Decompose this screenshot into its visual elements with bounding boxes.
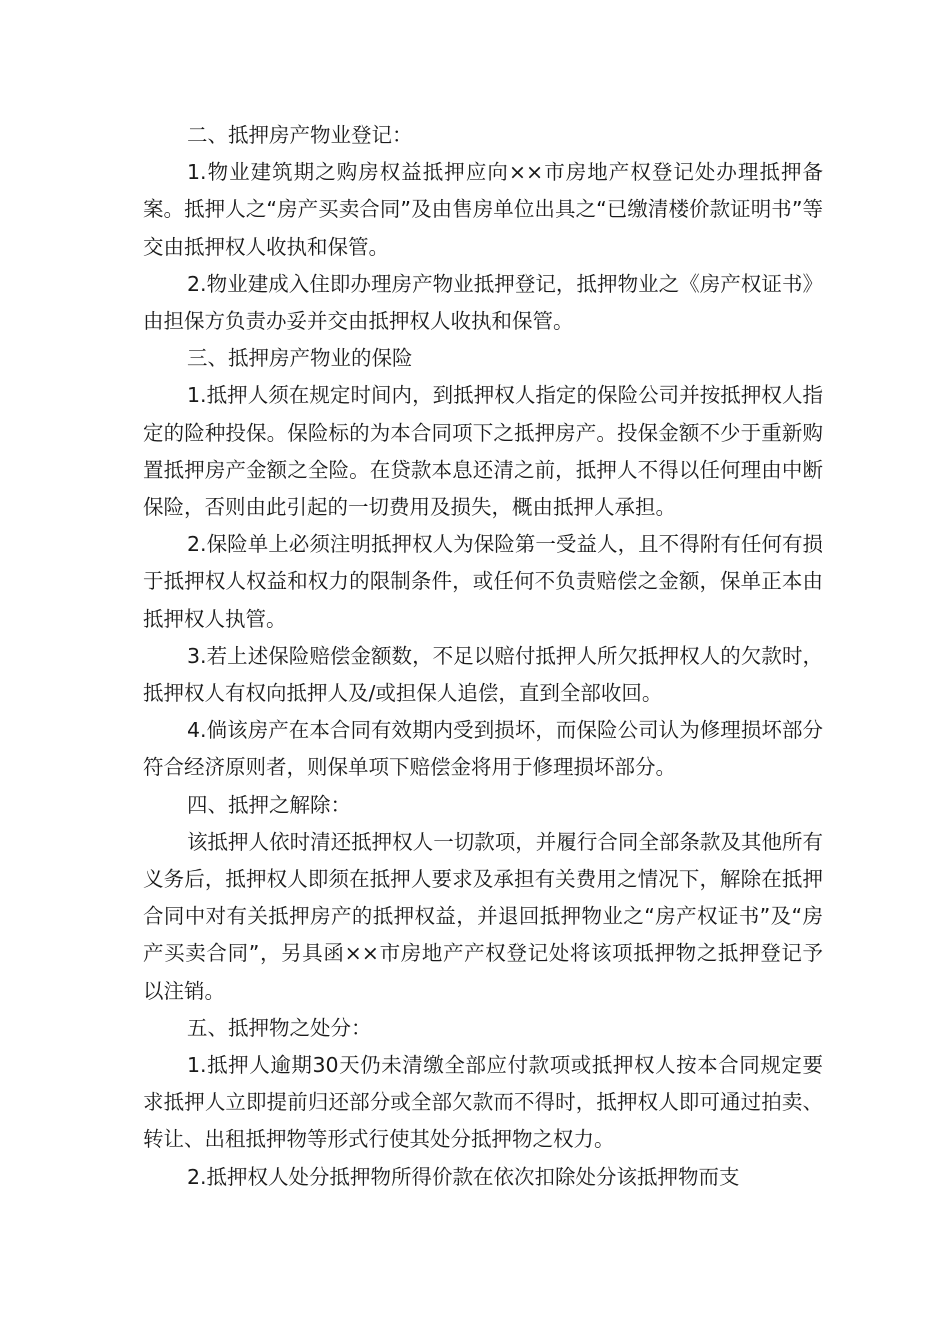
paragraph: 4.倘该房产在本合同有效期内受到损坏，而保险公司认为修理损坏部分符合经济原则者，则保单项下赔偿金将用于修理损坏部分。 xyxy=(143,718,823,780)
section-heading-insurance: 三、抵押房产物业的保险 xyxy=(187,346,413,371)
paragraph: 1.物业建筑期之购房权益抵押应向××市房地产权登记处办理抵押备案。抵押人之“房产买卖合同”及由售房单位出具之“已缴清楼价款证明书”等交由抵押权人收执和保管。 xyxy=(143,160,823,259)
section-heading-disposal: 五、抵押物之处分： xyxy=(187,1015,372,1040)
paragraph: 2.抵押权人处分抵押物所得价款在依次扣除处分该抵押物而支 xyxy=(187,1164,740,1189)
paragraph: 3.若上述保险赔偿金额数，不足以赔付抵押人所欠抵押权人的欠款时，抵押权人有权向抵押人及/或担保人追偿，直到全部收回。 xyxy=(143,643,823,706)
section-heading-release: 四、抵押之解除： xyxy=(187,792,351,817)
paragraph: 1.抵押人逾期30天仍未清缴全部应付款项或抵押权人按本合同规定要求抵押人立即提前归还部分或全部欠款而不得时，抵押权人即可通过拍卖、转让、出租抵押物等形式行使其处分抵押物之权力。 xyxy=(143,1053,823,1152)
paragraph: 该抵押人依时清还抵押权人一切款项，并履行合同全部条款及其他所有义务后，抵押权人即须在抵押人要求及承担有关费用之情况下，解除在抵押合同中对有关抵押房产的抵押权益，并退回抵押物业之“房产权证书”及“房产买卖合同”，另具函××市房地产产权登记处将该项抵押物之抵押登记予以注销。 xyxy=(143,829,823,1003)
paragraph: 1.抵押人须在规定时间内，到抵押权人指定的保险公司并按抵押权人指定的险种投保。保险标的为本合同项下之抵押房产。投保金额不少于重新购置抵押房产金额之全险。在贷款本息还清之前，抵押人不得以任何理由中断保险，否则由此引起的一切费用及损失，概由抵押人承担。 xyxy=(143,383,823,520)
paragraph: 2.物业建成入住即办理房产物业抵押登记，抵押物业之《房产权证书》由担保方负责办妥并交由抵押权人收执和保管。 xyxy=(143,271,823,334)
paragraph: 2.保险单上必须注明抵押权人为保险第一受益人，且不得附有任何有损于抵押权人权益和权力的限制条件，或任何不负责赔偿之金额，保单正本由抵押权人执管。 xyxy=(143,532,823,631)
section-heading-registration: 二、抵押房产物业登记： xyxy=(187,123,413,147)
document-body xyxy=(143,117,823,1196)
